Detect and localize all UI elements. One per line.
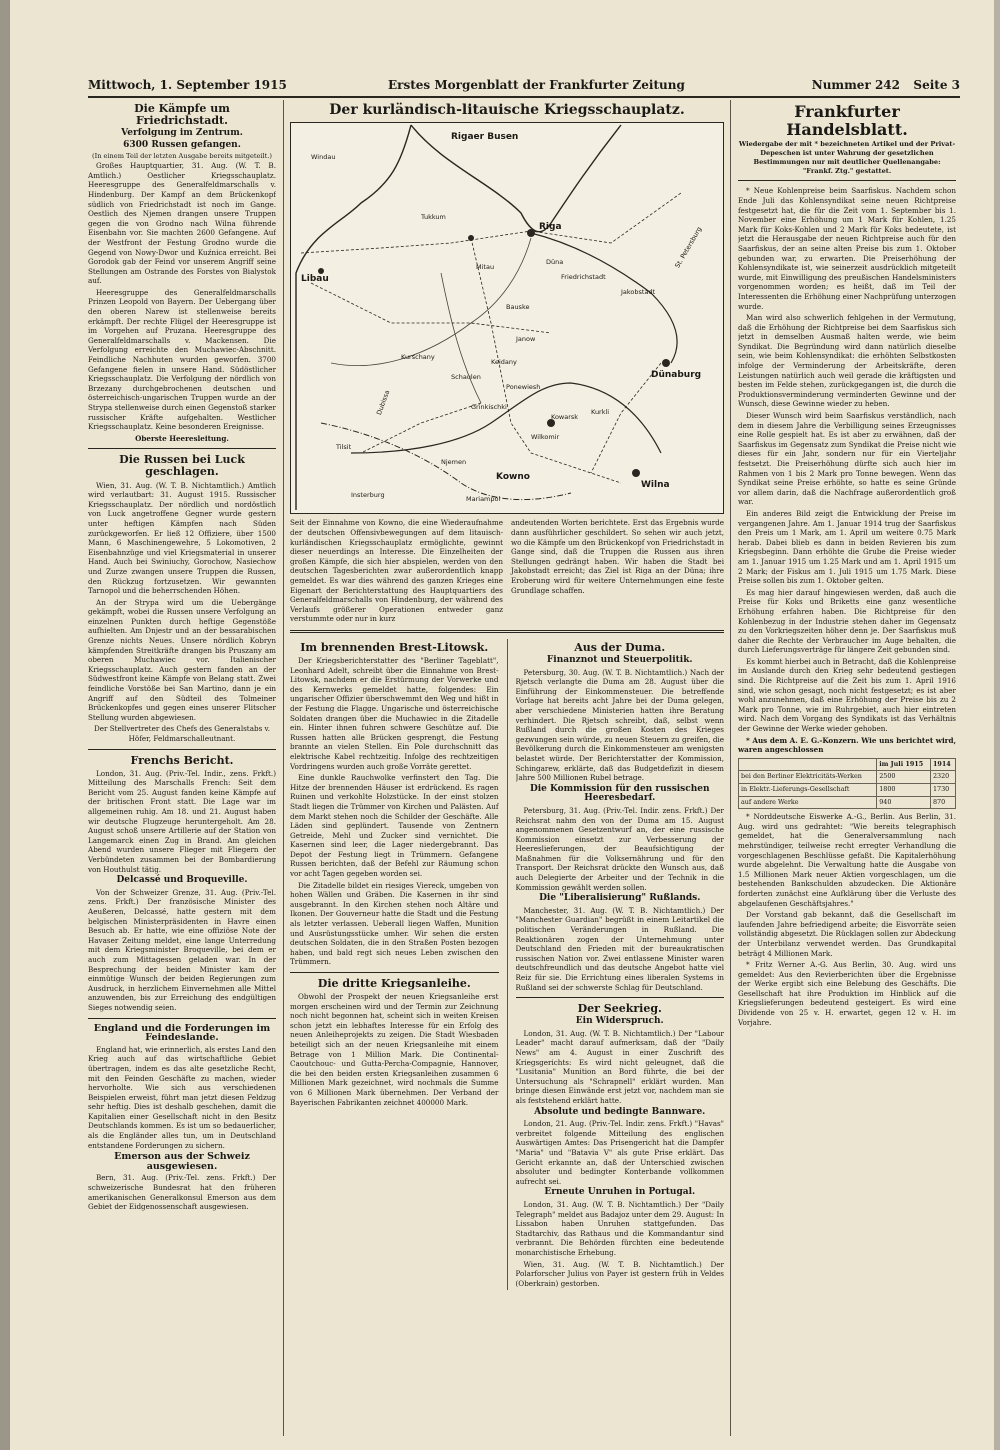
article-text: Bern, 31. Aug. (Priv.-Tel. zens. Frkft.) Der schweizerische Bundesrat hat den früheren amerikanischen Generalkonsul Emerson aus dem Gebiet der Eidgenossenschaft ausgewiesen. xyxy=(88,1173,276,1212)
article-text: Eine dunkle Rauchwolke verfinstert den Tag. Die Hitze der brennenden Häuser ist erdrückend. Es ragen Ruinen und verkohlte Holzstücke. In der einst stolzen Stadt liegen die Trümmer von Kirchen und Palästen. Auf dem Markt stehen noch die Schilder der Geschäfte. Alle Läden sind geplündert. Tausende von Zentnern Getreide, Mehl und Zucker sind vernichtet. Die Kasernen sind leer, die Lager niedergebrannt. Das Depot der Festung liegt in Trümmern. Gefangene Russen berichten, daß der Befehl zur Räumung schon vor acht Tagen gegeben worden sei. xyxy=(290,773,499,879)
map-label: St. Petersburg xyxy=(673,225,704,270)
section-note: Wiedergabe der mit * bezeichneten Artikel und der Privat-Depeschen ist unter Wahrung der gesetzlichen Bestimmungen nur mit deutlicher Quellenangabe: "Frankf. Ztg." gestattet. xyxy=(738,140,956,175)
table-row xyxy=(739,771,956,784)
map-label: Ponewiesh xyxy=(506,383,541,392)
headline: England und die Forderungen im Feindeslande. xyxy=(93,1022,271,1044)
map-label: Njemen xyxy=(441,458,467,467)
article-text: * Neue Kohlenpreise beim Saarfiskus. Nachdem schon Ende Juli das Kohlensyndikat seine neuen Richtpreise festgesetzt hat, die für die Zeit vom 1. September bis 1. November eine Erhöhung um 1 Mark für Kohlen, 1.25 Mark für Koks-Kohlen und 2 Mark für Koks bedeutete, ist jetzt die Herausgabe der neuen Richtpreise auch für den Saarfiskus, der an seine alten Preise bis zum 1. Oktober gebunden war, zu erwarten. Die Preiserhöhung der Kohlensyndikate ist, wie seinerzeit ausdrücklich mitgeteilt wurde, mit Einwilligung des preußischen Handelsministers vorgenommen worden; es heißt, daß im Teil der Interessenten die Erhöhung einer Nachprüfung unterzogen wurde. xyxy=(738,186,956,311)
page-edge-left xyxy=(0,0,10,1450)
masthead-date: Mittwoch, 1. September 1915 xyxy=(88,78,287,92)
figure-table xyxy=(738,758,956,809)
headline: Die Kämpfe um Friedrichstadt. xyxy=(134,102,230,128)
map-label: Schaulen xyxy=(451,373,481,382)
article-text: An der Strypa wird um die Uebergänge gekämpft, wobei die Russen unsere Verfolgung an einzelnen Punkten durch heftige Gegenstöße aufhielten. Am Dnjestr und an der bessarabischen Grenze nichts Neues. Unsere nördlich Kobryn kämpfenden Streitkräfte drangen bis Pruszany am oberen Muchawiec vor. Italienischer Kriegsschauplatz. Auch gestern fanden an der Südwestfront keine Kämpfe von Belang statt. Zwei feindliche Vorstöße bei San Martino, dann je ein Angriff auf den Südteil des Tolmeiner Brückenkopfes und gegen eines unserer Flitscher Stellung wurden abgewiesen. xyxy=(88,597,276,722)
subheadline: Verfolgung im Zentrum. xyxy=(121,128,243,139)
table-cell: auf andere Werke xyxy=(739,796,877,809)
article-text: * Aus dem A. E. G.-Konzern. Wie uns berichtet wird, waren angeschlossen xyxy=(738,735,956,755)
map-label: Wilna xyxy=(641,480,670,491)
page-edge-right xyxy=(994,0,1000,1450)
table-cell: 2500 xyxy=(877,771,931,784)
map-label: Janow xyxy=(516,335,536,344)
table-row xyxy=(739,796,956,809)
subheadline: Die "Liberalisierung" Rußlands. xyxy=(539,893,701,904)
map-label: Riga xyxy=(539,222,562,233)
map-label: Kurschany xyxy=(401,353,435,362)
table-cell: 2320 xyxy=(930,771,955,784)
map-label: Kowarsk xyxy=(551,413,579,422)
table-cell: in Elektr.-Lieferungs-Gesellschaft xyxy=(739,784,877,797)
map-label: Dubissa xyxy=(374,389,392,417)
headline: Frenchs Bericht. xyxy=(130,753,234,767)
article-text: England hat, wie erinnerlich, als erstes Land den Krieg auch auf das wirtschaftliche Gebiet übertragen, indem es das alte gesetzliche Recht, mit den Feinden Geschäfte zu machen, wieder hervorholte. Wie sich aus verschiedenen Beispielen erweist, führt man jetzt diesen Feldzug sehr heftig. Dies ist deshalb geschehen, damit die Kapitalien einer Gesellschaft nicht in den Besitz Deutschlands kommen. Es ist um so bedauerlicher, als die Engländer alles tun, um in Deutschland entstandene Forderungen zu sichern. xyxy=(88,1044,276,1150)
middle-column xyxy=(290,100,724,1436)
subheadline: Die Kommission für den russischen Heeresbedarf. xyxy=(529,783,710,804)
table-cell: 940 xyxy=(877,796,931,809)
article-text: Wien, 31. Aug. (W. T. B. Nichtamtlich.) Amtlich wird verlautbart: 31. August 1915. Russischer Kriegsschauplatz. Der nördlich und nordöstlich von Luck angetroffene Gegner wurde gestern unter heftigen Kämpfen nach Süden zurückgeworfen. Er ließ 12 Offiziere, über 1500 Mann, 6 Maschinengewehre, 5 Lokomotiven, 2 Eisenbahnzüge und viel Kriegsmaterial in unserer Hand. Auch bei Swiniuchy, Gorochow, Nasiechow und Zurze zwangen unsere Truppen die Russen, den Rückzug fortzusetzen. Wir gewannten Tarnopol und die beherrschenden Höhen. xyxy=(88,480,276,596)
table-cell: 1800 xyxy=(877,784,931,797)
table-header xyxy=(739,758,877,771)
table-cell: 1730 xyxy=(930,784,955,797)
masthead-page: Seite 3 xyxy=(913,78,960,92)
table-header: im Juli 1915 xyxy=(877,758,931,771)
masthead-paper: Erstes Morgenblatt der Frankfurter Zeitung xyxy=(388,78,685,92)
article-text: Großes Hauptquartier, 31. Aug. (W. T. B. Amtlich.) Oestlicher Kriegsschauplatz. Heeresgruppe des Generalfeldmarschalls v. Hindenburg. Der Kampf an dem Brückenkopf südlich von Friedrichstadt ist noch im Gange. Oestlich des Njemen drangen unsere Truppen gegen die von Grodno nach Wilna führende Eisenbahn vor. Sie machten 2600 Gefangene. Auf der Westfront der Festung Grodno wurde die Gegend von Nowy-Dwor und Kuźnica erreicht. Bei Gorodok gab der Feind vor unserem Angriff seine Stellungen am Ostrande des Forstes von Bialystok auf. xyxy=(88,161,276,286)
article-text: London, 31. Aug. (W. T. B. Nichtamtlich.) Der "Labour Leader" macht darauf aufmerksam, daß der "Daily News" am 4. August in einer Zuschrift des Kriegsgerichts: Es wird nicht geleugnet, daß die "Lusitania" Munition an Bord führte, die bei der Untersuchung als "Schrapnell" erklärt wurden. Man bringe diesen Einwände erst jetzt vor, nachdem man sie als feststehend erklärt hatte. xyxy=(515,1028,724,1106)
map-label: Keidany xyxy=(491,358,517,367)
map-label: Kowno xyxy=(496,472,530,483)
subheadline: Delcassé und Broqueville. xyxy=(116,875,248,886)
map-label: Libau xyxy=(301,274,329,285)
headline: Die Russen bei Luck geschlagen. xyxy=(119,453,245,479)
article-text: Petersburg, 30. Aug. (W. T. B. Nichtamtlich.) Nach der Rjetsch verlangte die Duma am 28. August über die Einführung der Einkommensteuer. Die betreffende Vorlage hat bereits acht Jahre bei der Duma gelegen, aber verschiedene Ministerien hatten ihre Beratung verhindert. Die Rjetsch schreibt, daß, selbst wenn Rußland durch die großen Kosten des Krieges gezwungen sein würde, zu neuen Steuern zu greifen, die Bevölkerung durch die Einkommensteuer am wenigsten belastet würde. Der Berichterstatter der Kommission, Schingarew, erklärte, daß das Budgetdefizit in diesem Jahre 500 Millionen Rubel betrage. xyxy=(515,667,724,783)
article-text: * Norddeutsche Eiswerke A.-G., Berlin. Aus Berlin, 31. Aug. wird uns gedrahtet: "Wie bereits telegraphisch gemeldet, hat die Generalversammlung nach mehrstündiger, teilweise recht erregter Verhandlung die vorgeschlagenen Beschlüsse gefaßt. Die Kapitalerhöhung wurde abgelehnt. Die Verwaltung hatte die Ausgabe von 1.5 Millionen Mark neuer Aktien vorgeschlagen, um die bestehenden Bankschulden abzudecken. Die Aktionäre forderten zunächst eine Aufklärung über die Verluste des abgelaufenen Geschäftsjahres." xyxy=(738,812,956,908)
article-text: Heeresgruppe des Generalfeldmarschalls Prinzen Leopold von Bayern. Der Uebergang über den oberen Narew ist stellenweise bereits erkämpft. Der rechte Flügel der Heeresgruppe ist im Vorgehen auf Pruzana. Heeresgruppe des Generalfeldmarschalls v. Mackensen. Die Verfolgung erreichte den Muchawiec-Abschnitt. Feindliche Nachhuten wurden geworfen. 3700 Gefangene fielen in unsere Hand. Südöstlicher Kriegsschauplatz. Die Verfolgung der nördlich von Brzezany durchgebrochenen deutschen und österreichisch-ungarischen Truppen wurde an der Strypa stellenweise durch einen Gegenstoß starker russischer Kräfte aufgehalten. Westlicher Kriegsschauplatz. Keine besonderen Ereignisse. xyxy=(88,287,276,432)
article-text: Ein anderes Bild zeigt die Entwicklung der Preise im vergangenen Jahre. Am 1. Januar 1914 trug der Saarfiskus den Preis um 1 Mark, am 1. April um weitere 0.75 Mark herab. Dabei blieb es dann in beiden Revieren bis zum Kriegsbeginn. Dann erhöhte die Grube die Preise wieder am 1. Januar 1915 um 1.25 Mark und am 1. April 1915 um 2 Mark; der Fiskus am 1. Juli 1915 um 1.75 Mark. Diese Preise sollen bis zum 1. Oktober gelten. xyxy=(738,508,956,586)
left-column xyxy=(88,100,276,1436)
headline: Emerson aus der Schweiz ausgewiesen. xyxy=(114,1151,250,1172)
map-label: Mariampol xyxy=(466,495,501,504)
article-text: Es mag hier darauf hingewiesen werden, daß auch die Preise für Koks und Briketts eine ganz wesentliche Erhöhung erfahren haben. Die Richtpreise für den Kohlenbezug in der Industrie stehen daher im Gegensatz zu den Vorkriegszeiten höher denn je. Der Saarfiskus muß daher die Rechte der Verbraucher im Auge behalten, die durch Lieferungsverträge für längere Zeit gebunden sind. xyxy=(738,587,956,655)
article-text: London, 21. Aug. (Priv.-Tel. Indir. zens. Frkft.) "Havas" verbreitet folgende Mitteilung des englischen Auswärtigen Amtes: Das Prisengericht hat die Dampfer "Maria" und "Batavia V" als gute Prise erklärt. Das Gericht erkannte an, daß der Unterschied zwischen absoluter und bedingter Konterbande vollkommen aufrecht sei. xyxy=(515,1119,724,1186)
article-text: London, 31. Aug. (W. T. B. Nichtamtlich.) Der "Daily Telegraph" meldet aus Badajoz unter dem 29. August: In Lissabon haben Unruhen stattgefunden. Das Stadtarchiv, das Rathaus und die Kommandantur sind verbrannt. Die Behörden fürchten eine bedeutende monarchistische Erhebung. xyxy=(515,1199,724,1257)
subheadline: Finanznot und Steuerpolitik. xyxy=(546,655,693,666)
article-text: London, 31. Aug. (Priv.-Tel. Indir., zens. Frkft.) Mitteilung des Marschalls French: Seit dem Bericht vom 25. August fanden keine Kämpfe auf der britischen Front statt. Die Lage war im allgemeinen ruhig. Am 18. und 21. August haben wir deutsche Flugzeuge heruntergeholt. Am 28. August schoß unsere Artillerie auf der Station von Langemarck einen Zug in Brand. Am gleichen Abend wurden unsere Flieger mit Fliegern der Verbündeten zusammen bei der Bombardierung von Houthulst tätig. xyxy=(88,768,276,874)
table-header: 1914 xyxy=(930,758,955,771)
table-cell: bei den Berliner Elektricitäts-Werken xyxy=(739,771,877,784)
masthead-number: Nummer 242 xyxy=(811,78,900,92)
article-text: Wien, 31. Aug. (W. T. B. Nichtamtlich.) Der Polarforscher Julius von Payer ist gestern früh in Veldes (Oberkrain) gestorben. xyxy=(515,1259,724,1288)
map-label: Tilsit xyxy=(336,443,352,452)
map-label: Bauske xyxy=(506,303,530,312)
article-text: andeutenden Worten berichtete. Erst das Ergebnis wurde dann ausführlicher geschildert. So sehen wir auch jetzt, wo die Kämpfe um den Brückenkopf von Friedrichstadt in Gange sind, daß die Truppen die Russen aus ihren Stellungen gedrängt haben. Wir haben die Stadt bei Jakobstadt erreicht; das Ziel ist Riga an der Düna; ihre Eroberung wird für weitere Unternehmungen eine feste Grundlage schaffen. xyxy=(511,518,724,595)
signature: Oberste Heeresleitung. xyxy=(135,433,229,443)
map-label: Jakobstadt xyxy=(621,288,656,297)
map-label: Mitau xyxy=(476,263,495,272)
section-title: Frankfurter Handelsblatt. xyxy=(786,102,908,139)
signature: Der Stellvertreter des Chefs des Generalstabs v. Höfer, Feldmarschalleutnant. xyxy=(93,724,271,744)
map-title: Der kurländisch-litauische Kriegsschauplatz. xyxy=(329,102,685,118)
column-rule xyxy=(730,100,731,1436)
headline: Die dritte Kriegsanleihe. xyxy=(317,977,471,991)
article-text: * Fritz Werner A.-G. Aus Berlin, 30. Aug. wird uns gemeldet: Aus den Revierberichten über die Ergebnisse der Werke ergibt sich eine Belebung des Geschäfts. Die Gesellschaft hat ihre Produktion im Hinblick auf die Kriegslieferungen bedeutend gesteigert. Es wird eine Dividende von 25 v. H. erwartet, gegen 12 v. H. im Vorjahre. xyxy=(738,960,956,1027)
subheadline: Absolute und bedingte Bannware. xyxy=(534,1106,706,1117)
article-text: Man wird also schwerlich fehlgehen in der Vermutung, daß die Erhöhung der Richtpreise bei dem Saarfiskus sich jetzt in demselben Ausmaß halten werde, wie beim Syndikat. Die Begründung wird dann natürlich dieselbe sein, wie beim Kohlensyndikat: die erhöhten Selbstkosten infolge der Verminderung der Arbeitskräfte, deren Leistungen natürlich auch weil gerade die kräftigsten und besten im Felde stehen, zurückgegangen ist, die durch die Produktionsverminderung verminderten Gewinne und der Wunsch, diese Gewinne wieder zu heben. xyxy=(738,313,956,409)
map-label: Windau xyxy=(311,153,336,162)
article-text: Petersburg, 31. Aug. (Priv.-Tel. Indir. zens. Frkft.) Der Reichsrat nahm den von der Duma am 15. August angenommenen Gesetzentwurf an, der eine russische Kommission einsetzt zur Verbesserung der Heereslieferungen, der Beaufsichtigung der Maßnahmen für die Volksernährung und für den Transport. Der Reichsrat drückte den Wunsch aus, daß auch Delegierte der Arbeiter und der Technik in die Kommission gewählt werden sollen. xyxy=(515,805,724,892)
map-label: Kurkli xyxy=(591,408,610,417)
subheadline: 6300 Russen gefangen. xyxy=(123,139,241,150)
map-label: Dünaburg xyxy=(651,370,702,381)
article-text: Seit der Einnahme von Kowno, die eine Wiederaufnahme der deutschen Offensivbewegungen auf dem litauisch-kurländischen Kriegsschauplatz ermöglichte, gewinnt dieser neuerdings an Interesse. Die Einzelheiten der großen Kämpfe, die sich hier abspielen, werden von den deutschen Tagesberichten zwar außerordentlich knapp gemeldet. Es war dies während des ganzen Krieges eine Eigenart der Berichterstattung des Hauptquartiers des Generalfeldmarschalls von Hindenburg, der während des Verlaufs größerer Operationen entweder ganz verstummte oder nur in kurz xyxy=(290,518,503,624)
subheadline: Ein Widerspruch. xyxy=(575,1016,664,1027)
article-text: Der Kriegsberichterstatter des "Berliner Tageblatt", Leonhard Adelt, schreibt über die Einnahme von Brest-Litowsk, nachdem er die Erstürmung der Vorwerke und des Kernwerks gemeldet hatte, folgendes: Ein ungarischer Offizier überschwemmt den Weg und hißt in der Festung die Flagge. Ungarische und österreichische Soldaten drangen über die Muchawiec in die Zitadelle ein. Hinter ihnen fuhren schwere Geschütze auf. Die Russen hatten alle Brücken gesprengt, die Festung brannte an vielen Stellen. Ein Pole durchschnitt das elektrische Kabel rechtzeitig. Infolge des rechtzeitigen Vordringens wurden auch große Vorräte gerettet. xyxy=(290,656,499,771)
right-column xyxy=(738,100,956,1436)
note: (In einem Teil der letzten Ausgabe bereits mitgeteilt.) xyxy=(92,152,272,161)
map-label: Tukkum xyxy=(421,213,446,222)
article-text: Obwohl der Prospekt der neuen Kriegsanleihe erst morgen erscheinen wird und der Termin zur Zeichnung noch nicht begonnen hat, scheint sich in weiten Kreisen schon jetzt ein lebhaftes Interesse für ein Erfolg des neuen Anleiheprojekts zu zeigen. Die Stadt Wiesbaden beteiligt sich an der neuen Kriegsanleihe mit einem Betrage von 1 Million Mark. Die Continental-Caoutchouc- und Gutta-Percha-Compagnie, Hannover, die bei den beiden ersten Kriegsanleihen zusammen 6 Millionen Mark gezeichnet, wird nochmals die Summe von 6 Millionen Mark übernehmen. Der Verband der Bayerischen Fabrikanten zeichnet 400000 Mark. xyxy=(290,992,499,1107)
headline: Im brennenden Brest-Litowsk. xyxy=(300,640,489,654)
article-text: Es kommt hierbei auch in Betracht, daß die Kohlenpreise im Auslande durch den Krieg sehr bedeutend gestiegen sind. Die Richtpreise auf die Zeit bis zum 1. April 1916 sind, wie schon gesagt, noch nicht festgesetzt; es ist aber wohl anzunehmen, daß eine Erhöhung der Preise bis zu 2 Mark pro Tonne, wie im Ruhrgebiet, auch hier eintreten wird. Nach dem Vorgang des Syndikats ist das Verhältnis der Gewinne der Werke wieder gehoben. xyxy=(738,656,956,734)
map-label: Wilkomir xyxy=(531,433,560,442)
table-row xyxy=(739,784,956,797)
article-text: Der Vorstand gab bekannt, daß die Gesellschaft im laufenden Jahre befriedigend arbeite; die Eisvorräte seien vollständig abgesetzt. Die Rücklagen sollen zur Abdeckung der Unterbilanz verwendet werden. Das Grundkapital beträgt 4 Millionen Mark. xyxy=(738,910,956,958)
map-label: Rigaer Busen xyxy=(451,132,519,143)
map-figure xyxy=(290,122,724,514)
map-label: Friedrichstadt xyxy=(561,273,606,282)
column-rule xyxy=(283,100,284,1436)
subheadline: Erneute Unruhen in Portugal. xyxy=(544,1187,696,1198)
article-text: Dieser Wunsch wird beim Saarfiskus verständlich, nach dem in diesem Jahre die Verbilligung seines Erzeugnisses eine Rolle gespielt hat. Es ist aber zu erwähnen, daß der Saarfiskus im Gegensatz zum Syndikat die Preise nicht wie dieses für ein Jahr, sondern nur für ein Vierteljahr festsetzt. Die Preiserhöhung dürfte sich auch hier im Rahmen von 1 bis 2 Mark pro Tonne bewegen. Wenn das Syndikat seine Preise erhöhte, so hatte es seine Gründe vor allem darin, daß die Nachfrage außerordentlich groß war. xyxy=(738,411,956,507)
map-label: Insterburg xyxy=(351,491,385,500)
headline: Der Seekrieg. xyxy=(577,1002,662,1016)
headline: Aus der Duma. xyxy=(574,640,666,654)
masthead xyxy=(88,76,960,98)
map-label: Düna xyxy=(546,258,564,267)
map-drawing xyxy=(291,123,722,510)
map-label: Grinkischki xyxy=(471,403,507,412)
table-cell: 870 xyxy=(930,796,955,809)
article-text: Von der Schweizer Grenze, 31. Aug. (Priv.-Tel. zens. Frkft.) Der französische Minister des Aeußeren, Delcassé, hatte gestern mit dem belgischen Ministerpräsidenten in Havre einen Besuch ab. Er hatte, wie eine offiziöse Note der Havaser Zeitung meldet, eine lange Unterredung mit dem Kriegsminister Broqueville, bei dem er auch zum Mittagessen geladen war. In der Besprechung der beiden Minister kam der einmütige Wunsch der beiden Regierungen zum Ausdruck, in herzlichem Einvernehmen alle Mittel anzuwenden, bis zur Erreichung des endgültigen Sieges notwendig seien. xyxy=(88,887,276,1012)
article-text: Die Zitadelle bildet ein riesiges Viereck, umgeben von hohen Wällen und Gräben. Die Kasernen in ihr sind ausgebrannt. In den Kirchen stehen noch Altäre und Ikonen. Der Gouverneur hatte die Stadt und die Festung als letzter verlassen. Ueberall liegen Waffen, Munition und Ausrüstungsstücke umher. Wir sehen die ersten deutschen Soldaten, die in den Straßen Posten bezogen haben, und bald regt sich neues Leben zwischen den Trümmern. xyxy=(290,880,499,967)
article-text: Manchester, 31. Aug. (W. T. B. Nichtamtlich.) Der "Manchester Guardian" begrüßt in einem Leitartikel die politischen Veränderungen in Rußland. Die Reaktionären zogen der Unternehmung unter Deutschland den Frieden mit der bureaukratischen russischen Nation vor. Zwei entlassene Minister waren deutschfreundlich und das deutsche Angebot hatte viel Reiz für sie. Die Errichtung eines liberalen Systems in Rußland sei der schwerste Schlag für Deutschland. xyxy=(515,905,724,992)
